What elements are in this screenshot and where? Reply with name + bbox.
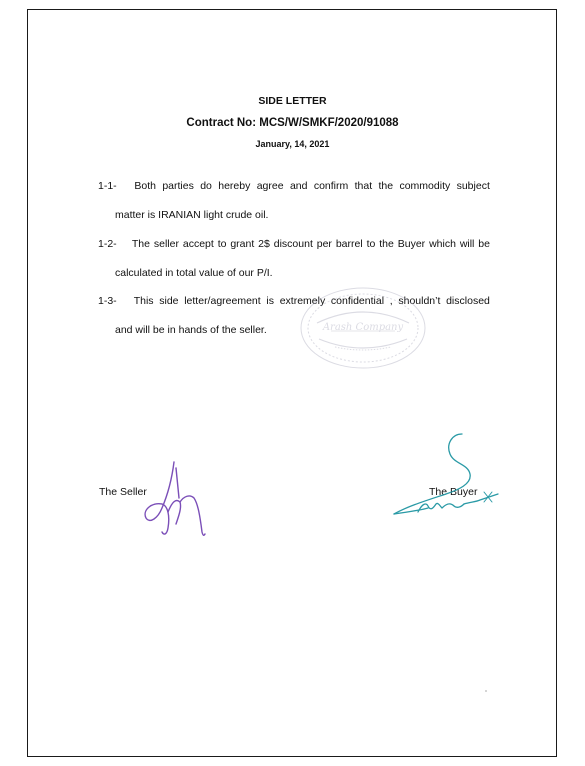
clause-word: barrel — [335, 238, 363, 250]
clause-word: which — [429, 238, 456, 250]
clause-word: the — [378, 180, 394, 192]
document-date: January, 14, 2021 — [255, 139, 330, 149]
clause-word: disclosed — [446, 295, 490, 307]
clause-word: discount — [273, 238, 313, 250]
page-speck — [485, 690, 487, 692]
clause-word: that — [354, 180, 373, 192]
clause-word: letter/agreement — [184, 295, 261, 307]
clause-word: per — [316, 238, 332, 250]
clause-word: hereby — [218, 180, 251, 192]
clause-word: confirm — [313, 180, 349, 192]
clause-word: confidential — [330, 295, 385, 307]
seller-signature-label: The Seller — [99, 486, 147, 498]
clause-word: be — [478, 238, 490, 250]
clause-word: subject — [456, 180, 490, 192]
clause-word: accept — [182, 238, 214, 250]
clause-continuation: and will be in hands of the seller. — [115, 324, 267, 336]
clause-word: parties — [162, 180, 194, 192]
clause-word: to — [217, 238, 227, 250]
clause-word: This — [133, 295, 154, 307]
clause-1-2 — [98, 230, 490, 288]
clause-word: seller — [153, 238, 179, 250]
clause-word: , — [389, 295, 393, 307]
clause-word: do — [200, 180, 212, 192]
clause-continuation: calculated in total value of our P/I. — [115, 267, 273, 279]
clause-word: and — [289, 180, 308, 192]
clause-1-1 — [98, 172, 490, 230]
clause-word: shouldn’t — [398, 295, 441, 307]
company-stamp-watermark — [297, 283, 429, 373]
seller-signature-icon — [138, 458, 214, 540]
clause-first-line — [98, 172, 490, 201]
clause-number: 1-3- — [98, 295, 117, 307]
clause-word: the — [379, 238, 394, 250]
contract-number: Contract No: MCS/W/SMKF/2020/91088 — [186, 117, 399, 129]
clause-word: side — [159, 295, 179, 307]
clause-word: is — [266, 295, 274, 307]
document-title: SIDE LETTER — [258, 95, 327, 107]
clause-1-3 — [98, 287, 490, 345]
clause-word: will — [459, 238, 475, 250]
clause-word: to — [366, 238, 376, 250]
clause-word: Buyer — [397, 238, 426, 250]
clause-first-line — [98, 287, 490, 316]
clause-word: extremely — [279, 295, 326, 307]
clause-number: 1-1- — [98, 180, 117, 192]
clause-word: grant — [230, 238, 255, 250]
clause-word: commodity — [399, 180, 451, 192]
clause-word: The — [131, 238, 150, 250]
clause-continuation: matter is IRANIAN light crude oil. — [115, 209, 269, 221]
buyer-signature-icon — [388, 430, 508, 524]
clause-number: 1-2- — [98, 238, 117, 250]
clause-word: 2$ — [258, 238, 270, 250]
clause-word: Both — [134, 180, 156, 192]
clause-first-line — [98, 230, 490, 259]
buyer-signature-label: The Buyer — [429, 486, 478, 498]
clause-word: agree — [256, 180, 284, 192]
stamp-text: Arash Company — [322, 322, 404, 333]
